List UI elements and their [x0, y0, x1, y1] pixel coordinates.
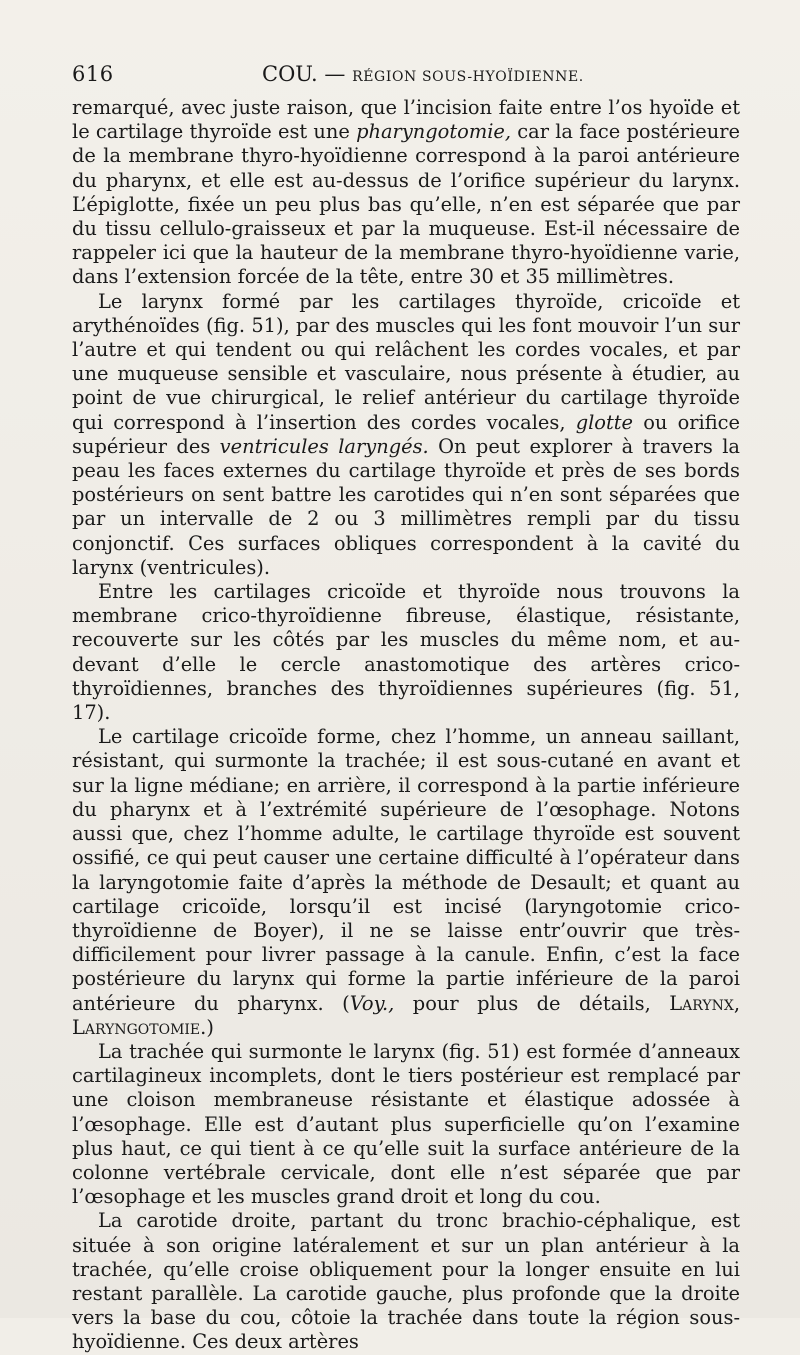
paragraph-carotid [72, 1209, 740, 1354]
running-title [262, 62, 584, 86]
text-run: remarqué, avec juste raison, que l’incision faite entre l’os hyoïde et le cartilage thyroïde est une [72, 96, 740, 144]
text-run: pour plus de détails, [394, 991, 670, 1015]
italic-term: ventricules laryngés. [219, 434, 429, 458]
italic-term: pharyngotomie, [356, 120, 512, 144]
running-head [72, 62, 742, 90]
text-run: Le cartilage cricoïde forme, chez l’homme, un anneau saillant, résistant, qui surmonte la trachée; il est sous-cutané en avant et sur la ligne médiane; en arrière, il correspond à la partie inférieure du pharynx et à l’extrémité supérieure de l’œsophage. Notons aussi que, chez l’homme adulte, le cartilage thyroïde est souvent ossifié, ce qui peut causer une certaine difficulté à l’opérateur dans la laryngotomie faite d’après la méthode de Desault; et quant au cartilage cricoïde, lorsqu’il est incisé (laryngotomie crico-thyroïdienne de Boyer), il ne se laisse entr’ouvrir que très-difficilement pour livrer passage à la canule. Enfin, c’est la face postérieure du larynx qui forme la partie inférieure de la paroi antérieure du pharynx. ( [72, 725, 740, 1015]
paragraph-cricoid [72, 725, 740, 1040]
text-run: Entre les cartilages cricoïde et thyroïde nous trouvons la membrane crico-thyroïdienne fibreuse, élastique, résistante, recouverte sur les côtés par les muscles du même nom, et au-devant d’elle le cercle anastomotique des artères crico-thyroïdiennes, branches des thyroïdiennes supérieures (fig. 51, 17). [72, 580, 740, 725]
running-title-sub: RÉGION SOUS-HYOÏDIENNE. [352, 69, 584, 85]
text-run: On peut explorer à travers la peau les faces externes du cartilage thyroïde et près de ses bords postérieurs on sent battre les carotides qui n’en sont séparées que par un intervalle de 2 ou 3 millimètres rempli par du tissu conjonctif. Ces surfaces obliques correspondent à la cavité du larynx (ventricules). [72, 434, 740, 579]
paragraph-membrane [72, 580, 740, 725]
italic-term: glotte [575, 410, 634, 434]
paragraph-larynx [72, 290, 740, 580]
running-title-main: COU. — [262, 62, 346, 86]
text-run: La trachée qui surmonte le larynx (fig. 51) est formée d’anneaux cartilagineux incomplets, dont le tiers postérieur est remplacé par une cloison membraneuse résistante et élastique adossée à l’œsophage. Elle est d’autant plus superficielle qu’on l’examine plus haut, ce qui tient à ce qu’elle suit la surface antérieure de la colonne vertébrale cervicale, dont elle n’est séparée que par l’œsophage et les muscles grand droit et long du cou. [72, 1039, 740, 1209]
text-run: ou orifice supérieur des [72, 410, 740, 458]
paragraph-continued [72, 96, 740, 290]
text-run: La carotide droite, partant du tronc brachio-céphalique, est située à son origine latéralement et sur un plan antérieur à la trachée, qu’elle croise obliquement pour la longer ensuite en lui restant parallèle. La carotide gauche, plus profonde que la droite vers la base du cou, côtoie la trachée dans toute la région sous-hyoïdienne. Ces deux artères [72, 1209, 740, 1354]
text-run: ) [206, 1015, 214, 1039]
small-caps-reference: Larynx, Laryngotomie. [72, 991, 740, 1039]
paragraph-trachea [72, 1040, 740, 1209]
page-number: 616 [72, 62, 114, 86]
text-run: Le larynx formé par les cartilages thyroïde, cricoïde et arythénoïdes (fig. 51), par des muscles qui les font mouvoir l’un sur l’autre et qui tendent ou qui relâchent les cordes vocales, et par une muqueuse sensible et vasculaire, nous présente à étudier, au point de vue chirurgical, le relief antérieur du cartilage thyroïde qui correspond à l’insertion des cordes vocales, [72, 289, 740, 434]
text-run: car la face postérieure de la membrane thyro-hyoïdienne correspond à la paroi antérieure du pharynx, et elle est au-dessus de l’orifice supérieur du larynx. L’épiglotte, fixée un peu plus bas qu’elle, n’en est séparée que par du tissu cellulo-graisseux et par la muqueuse. Est-il nécessaire de rappeler ici que la hauteur de la membrane thyro-hyoïdienne varie, dans l’extension forcée de la tête, entre 30 et 35 millimètres. [72, 120, 740, 289]
italic-term: Voy., [349, 991, 395, 1015]
body-text [72, 96, 740, 1355]
